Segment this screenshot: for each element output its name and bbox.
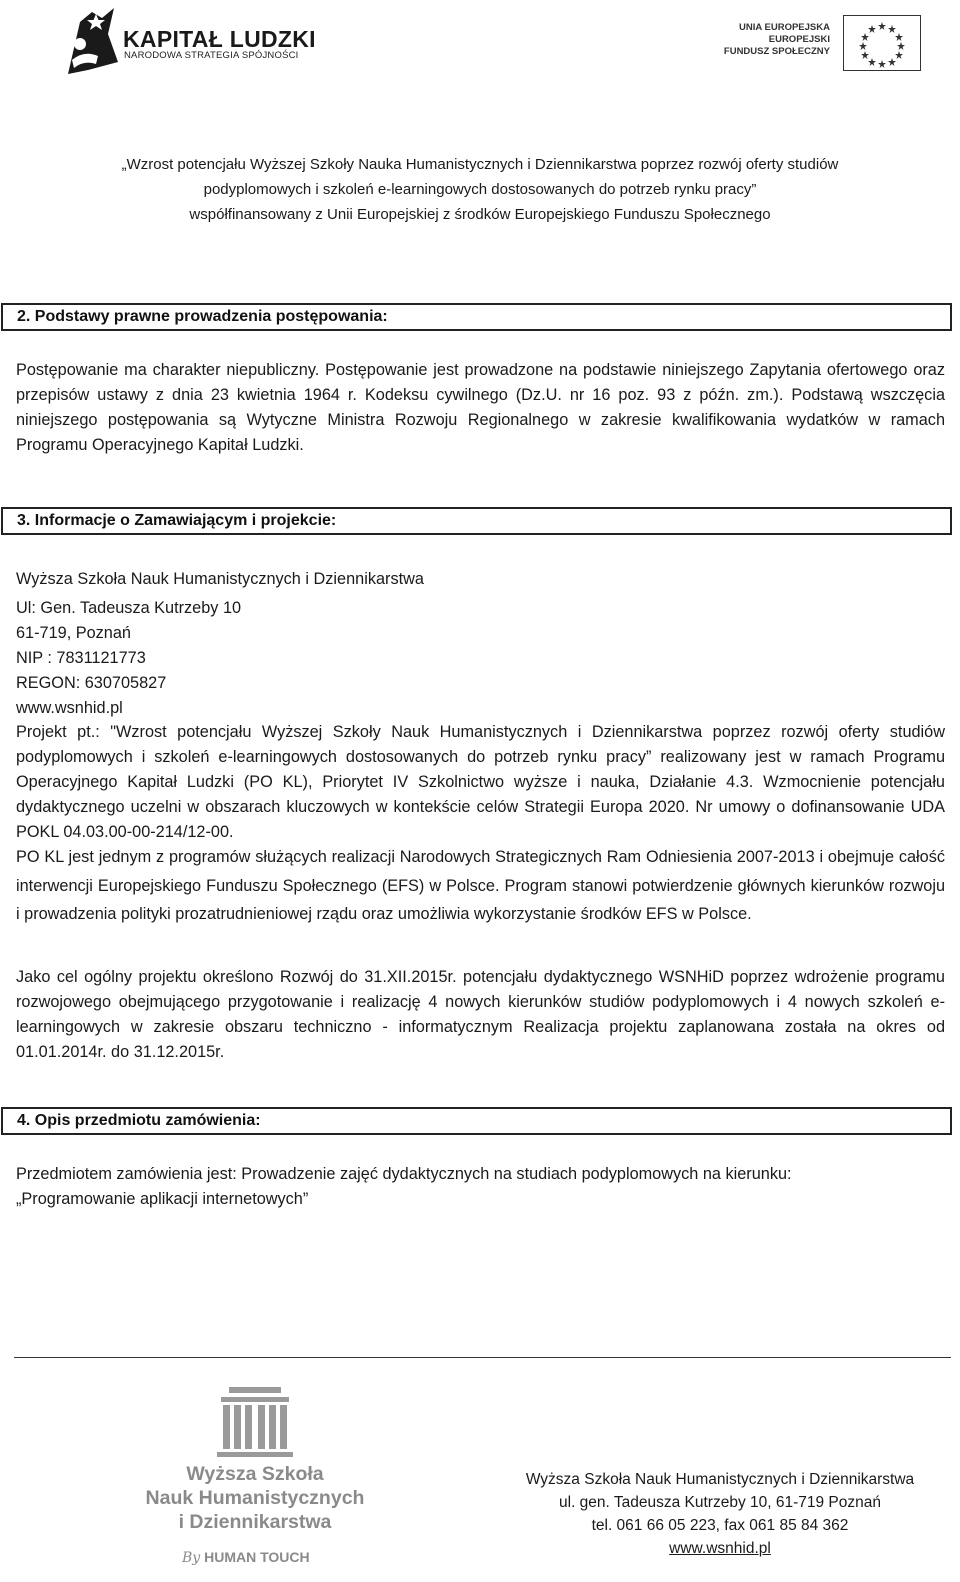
project-header-line1: „Wzrost potencjału Wyższej Szkoły Nauka Humanistycznych i Dziennikarstwa poprzez rozwój oferty studiów <box>121 156 839 173</box>
eu-flag-icon <box>843 15 921 71</box>
org-website: www.wsnhid.pl <box>16 699 123 717</box>
kapital-ludzki-subtitle: NARODOWA STRATEGIA SPÓJNOŚCI <box>124 50 299 61</box>
wsnhid-slogan-by: By <box>182 1550 201 1566</box>
footer-contact-name: Wyższa Szkoła Nauk Humanistycznych i Dziennikarstwa <box>525 1471 915 1488</box>
project-header <box>0 152 960 227</box>
footer-divider <box>14 1357 951 1358</box>
section-3-heading: 3. Informacje o Zamawiającym i projekcie: <box>1 507 952 535</box>
wsnhid-slogan-text: HUMAN TOUCH <box>204 1549 310 1565</box>
ue-label-line2: EUROPEJSKI <box>768 34 830 45</box>
project-header-line2: podyplomowych i szkoleń e-learningowych dostosowanych do potrzeb rynku pracy” <box>203 181 757 198</box>
ue-label-line1: UNIA EUROPEJSKA <box>739 22 830 33</box>
org-regon: REGON: 630705827 <box>16 674 167 692</box>
wsnhid-logo <box>130 1387 380 1572</box>
footer-contact-phone: tel. 061 66 05 223, fax 061 85 84 362 <box>591 1517 849 1534</box>
footer-contact <box>500 1468 940 1560</box>
wsnhid-slogan <box>182 1549 310 1566</box>
kapital-ludzki-emblem-icon <box>58 4 120 78</box>
ue-label-line3: FUNDUSZ SPOŁECZNY <box>723 46 830 57</box>
kapital-ludzki-title: KAPITAŁ LUDZKI <box>123 26 316 52</box>
wsnhid-logo-line1: Wyższa Szkoła <box>186 1463 324 1485</box>
section-4-heading: 4. Opis przedmiotu zamówienia: <box>1 1107 952 1135</box>
footer-contact-address: ul. gen. Tadeusza Kutrzeby 10, 61-719 Poznań <box>559 1494 881 1511</box>
university-building-icon <box>215 1387 295 1459</box>
goal-paragraph: Jako cel ogólny projektu określono Rozwój do 31.XII.2015r. potencjału dydaktycznego WSNHiD poprzez wdrożenie programu rozwojowego obejmującego przygotowanie i realizację 4 nowych kierunków studiów podyplomowych i 4 nowych szkoleń e-learningowych w zakresie obszaru techniczno - informatycznym Realizacja projektu zaplanowana została na okres od 01.01.2014r. do 31.12.2015r. <box>16 968 945 1061</box>
pokl-paragraph: PO KL jest jednym z programów służących realizacji Narodowych Strategicznych Ram Odniesienia 2007-2013 i obejmuje całość interwencji Europejskiego Funduszu Społecznego (EFS) w Polsce. Program stanowi potwierdzenie głównych kierunków rozwoju i prowadzenia polityki prozatrudnieniowej rządu oraz umożliwia wykorzystanie środków EFS w Polsce. <box>16 848 945 923</box>
section-2-body: Postępowanie ma charakter niepubliczny. Postępowanie jest prowadzone na podstawie niniejszego Zapytania ofertowego oraz przepisów ustawy z dnia 23 kwietnia 1964 r. Kodeksu cywilnego (Dz.U. nr 16 poz. 93 z późn. zm.). Podstawą wszczęcia niniejszego postępowania są Wytyczne Ministra Rozwoju Regionalnego w zakresie kwalifikowania wydatków w ramach Programu Operacyjnego Kapitał Ludzki. <box>16 361 945 454</box>
project-header-line3: współfinansowany z Unii Europejskiej z środków Europejskiego Funduszu Społecznego <box>189 206 771 223</box>
section-4-body-line1: Przedmiotem zamówienia jest: Prowadzenie zajęć dydaktycznych na studiach podyplomowych na kierunku: <box>16 1165 792 1183</box>
wsnhid-logo-line2: Nauk Humanistycznych <box>145 1487 365 1509</box>
org-city: 61-719, Poznań <box>16 624 131 642</box>
project-paragraph: Projekt pt.: "Wzrost potencjału Wyższej Szkoły Nauk Humanistycznych i Dziennikarstwa poprzez rozwój oferty studiów podyplomowych i szkoleń e-learningowych dostosowanych do potrzeb rynku pracy” realizowany jest w ramach Programu Operacyjnego Kapitał Ludzki (PO KL), Priorytet IV Szkolnictwo wyższe i nauka, Działanie 4.3. Wzmocnienie potencjału dydaktycznego uczelni w obszarach kluczowych w kontekście celów Strategii Europa 2020. Nr umowy o dofinansowanie UDA POKL 04.03.00-00-214/12-00. <box>16 723 945 841</box>
org-street: Ul: Gen. Tadeusza Kutrzeby 10 <box>16 599 242 617</box>
section-4-body-line2: „Programowanie aplikacji internetowych” <box>16 1190 309 1208</box>
org-nip: NIP : 7831121773 <box>16 649 146 667</box>
footer-contact-website-link[interactable]: www.wsnhid.pl <box>669 1540 771 1557</box>
wsnhid-logo-line3: i Dziennikarstwa <box>178 1511 332 1533</box>
section-2-heading: 2. Podstawy prawne prowadzenia postępowania: <box>1 303 952 331</box>
ue-label <box>640 22 830 58</box>
org-name: Wyższa Szkoła Nauk Humanistycznych i Dziennikarstwa <box>16 570 424 588</box>
